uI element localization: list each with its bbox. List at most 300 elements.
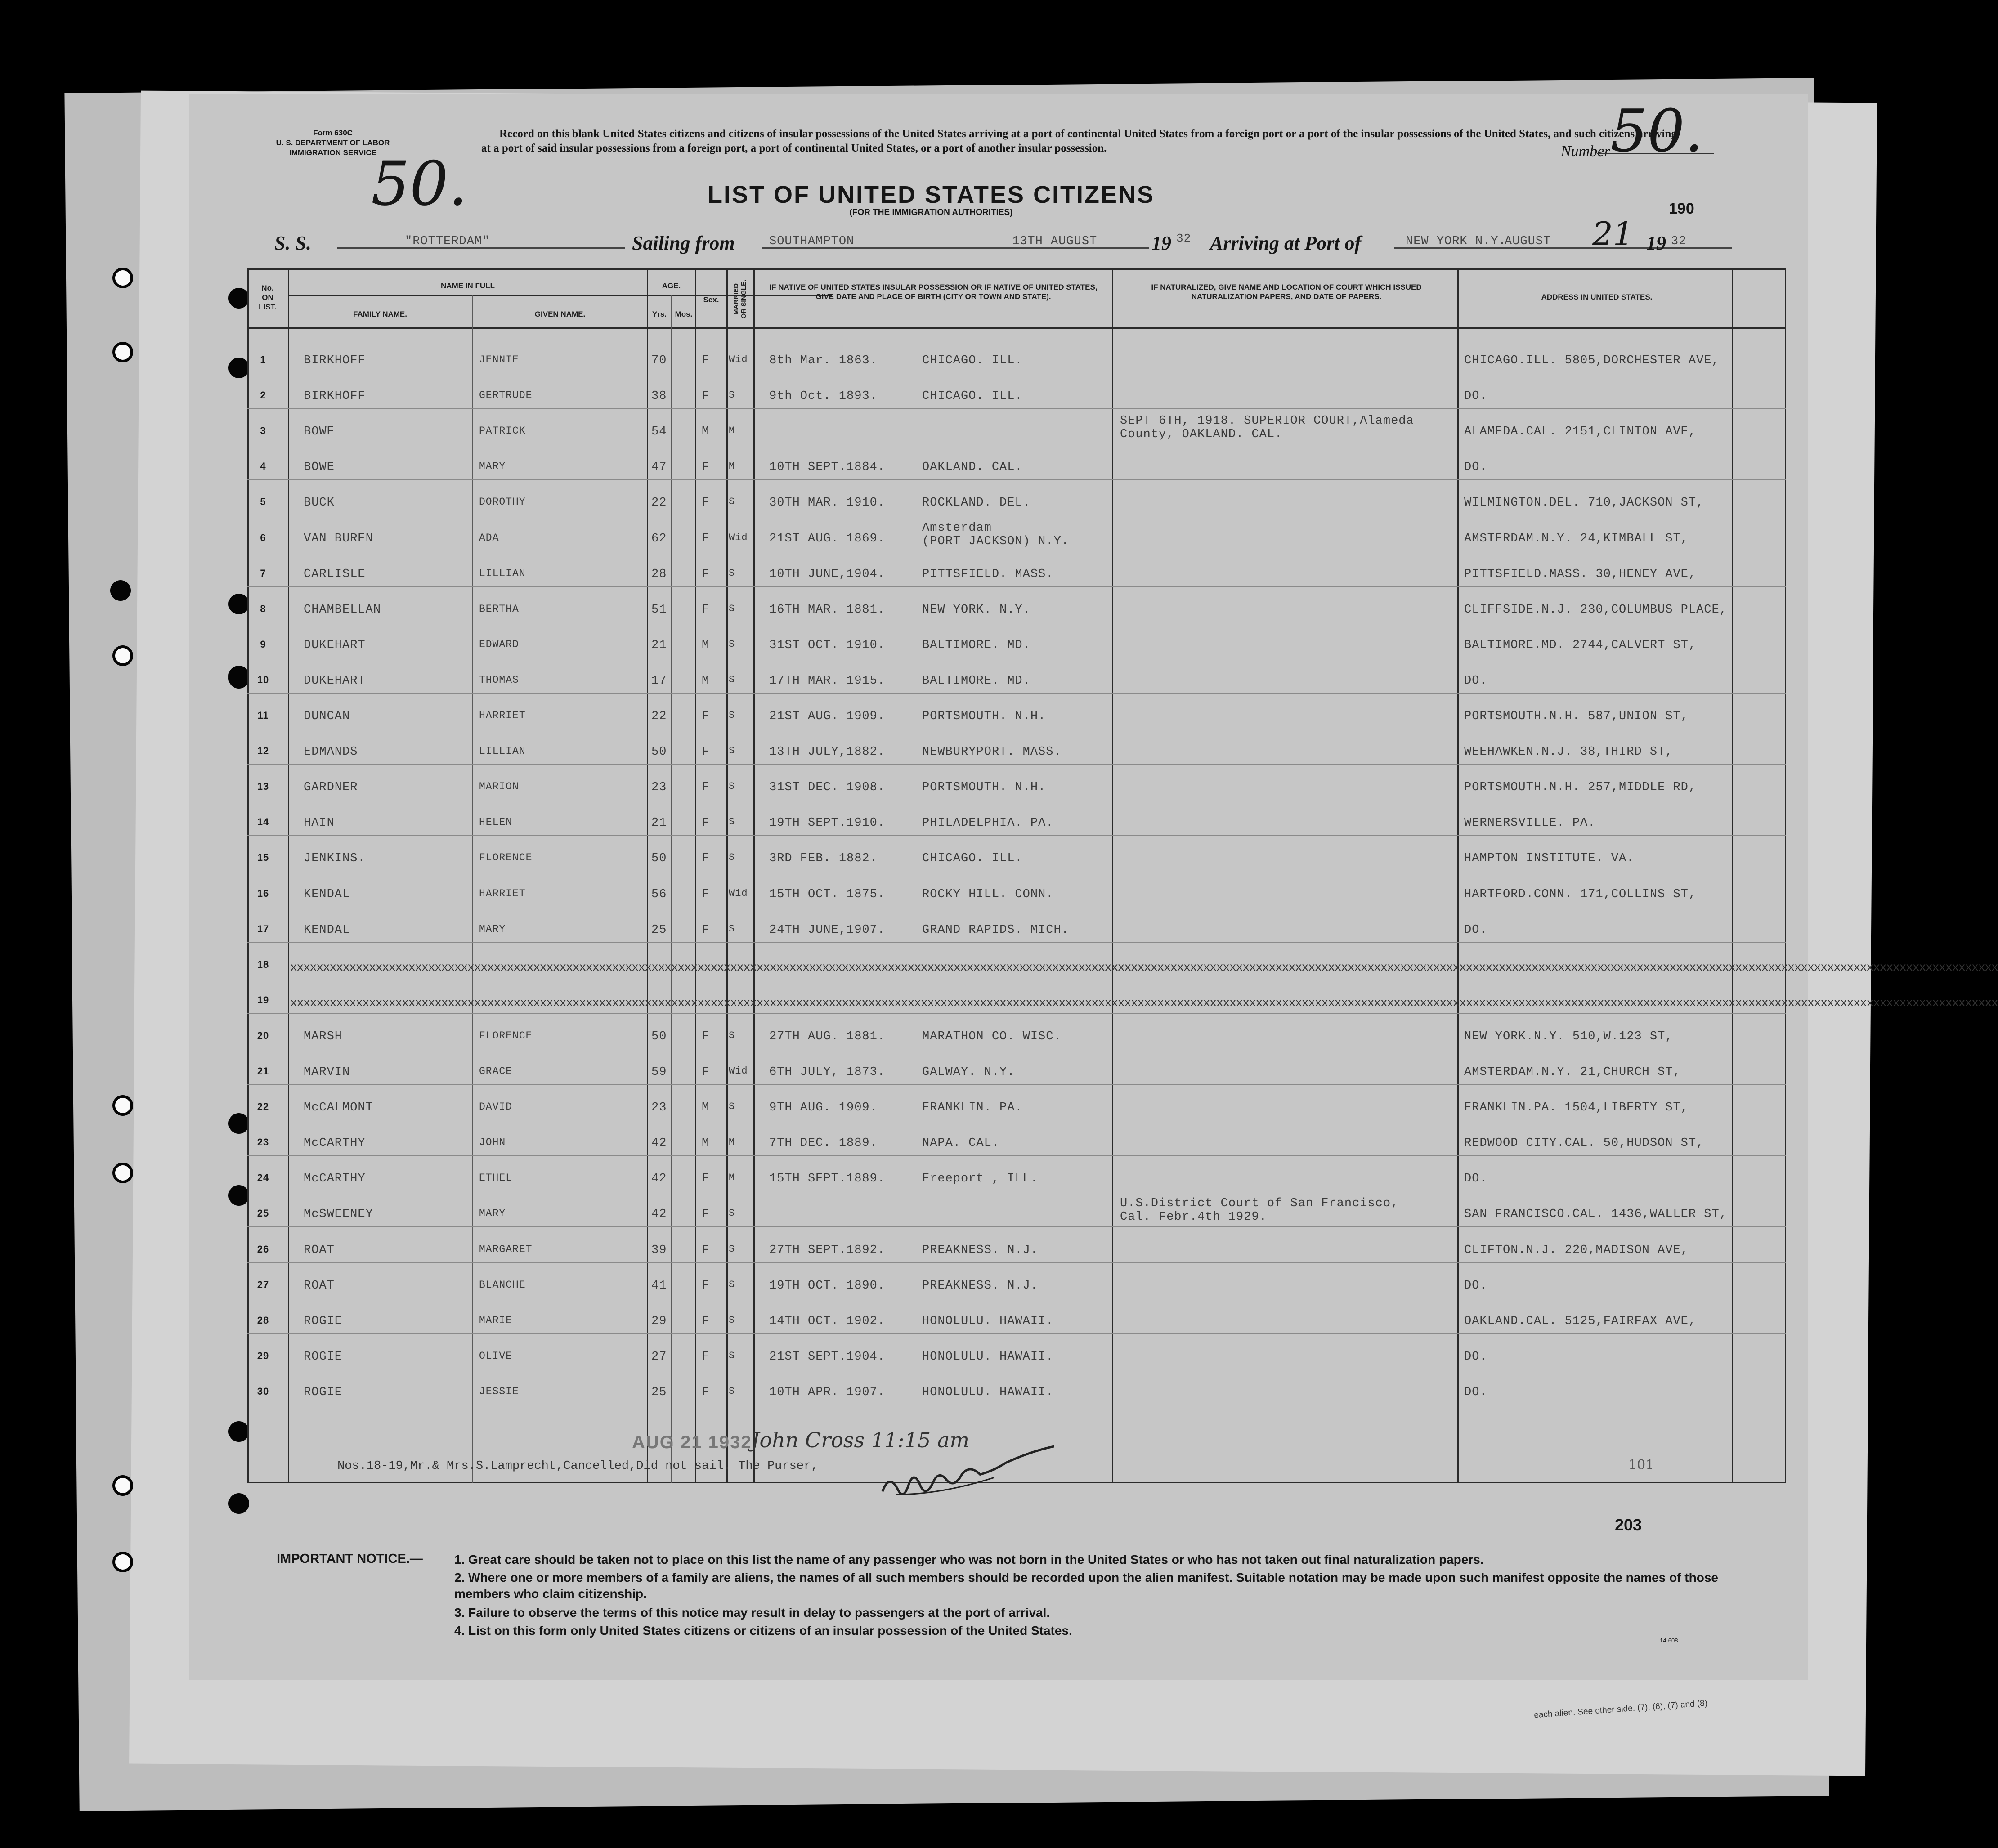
- header-birth: IF NATIVE OF UNITED STATES INSULAR POSSESSION OR IF NATIVE OF UNITED STATES, GIVE DATE AND PLACE OF BIRTH (CITY OR TOWN AND STATE).: [769, 283, 1098, 301]
- cell-sex: F: [702, 532, 710, 546]
- arrival-year: 32: [1671, 235, 1687, 248]
- notice-item-2: 2. Where one or more members of a family are aliens, the names of all such members should be recorded upon the alien manifest. Suitable notation may be made upon such manifest opposite the names of those members who claim citizenship.: [454, 1571, 1718, 1601]
- sailing-from-label: Sailing from: [632, 232, 735, 254]
- underlying-sheet-text: each alien. See other side. (7), (6), (7) and (8): [1533, 1698, 1708, 1720]
- cell-row-number: 10: [257, 674, 269, 685]
- col-line: [1457, 268, 1459, 1483]
- manifest-page: [189, 94, 1998, 1680]
- cell-family-name: BOWE: [304, 461, 335, 474]
- cell-marital-status: Wid: [729, 532, 748, 543]
- cell-family-name: BIRKHOFF: [304, 354, 366, 367]
- cell-row-number: 12: [257, 745, 269, 756]
- cell-birth-date: 21ST AUG. 1909.: [769, 710, 886, 723]
- cell-address: REDWOOD CITY.CAL. 50,HUDSON ST,: [1464, 1137, 1704, 1150]
- cell-address: WEEHAWKEN.N.J. 38,THIRD ST,: [1464, 745, 1673, 759]
- cell-family-name: DUKEHART: [304, 639, 366, 652]
- cell-sex: F: [702, 852, 710, 865]
- cell-age: 39: [651, 1244, 667, 1257]
- cell-sex: F: [702, 923, 710, 937]
- header-sex: Sex.: [703, 295, 719, 304]
- col-line: [288, 268, 289, 1483]
- cell-birth-place: OAKLAND. CAL.: [922, 461, 1023, 474]
- cell-birth-place: NAPA. CAL.: [922, 1137, 1000, 1150]
- cell-age: 50: [651, 852, 667, 865]
- punch-hole: [228, 358, 249, 378]
- header-age: AGE.: [662, 282, 681, 290]
- cell-birth-place: Amsterdam (PORT JACKSON) N.Y.: [922, 521, 1069, 548]
- cell-row-number: 27: [257, 1279, 269, 1290]
- cell-birth-place: HONOLULU. HAWAII.: [922, 1315, 1054, 1328]
- cell-age: 50: [651, 745, 667, 759]
- cell-age: 25: [651, 1386, 667, 1399]
- cell-address: DO.: [1464, 1386, 1487, 1399]
- cell-row-number: 29: [257, 1350, 269, 1361]
- punch-hole: [228, 1421, 249, 1442]
- ship-name: "ROTTERDAM": [405, 235, 490, 248]
- cell-row-number: 15: [257, 852, 269, 863]
- cell-marital-status: M: [729, 1137, 735, 1148]
- cell-row-number: 7: [260, 568, 266, 579]
- header-given-name: GIVEN NAME.: [534, 310, 586, 318]
- cell-family-name: JENKINS.: [304, 852, 366, 865]
- cell-given-name: HELEN: [479, 816, 513, 828]
- cell-address: PORTSMOUTH.N.H. 257,MIDDLE RD,: [1464, 781, 1697, 794]
- cell-address: AMSTERDAM.N.Y. 24,KIMBALL ST,: [1464, 532, 1689, 546]
- cell-row-number: 1: [260, 354, 266, 365]
- arriving-label: Arriving at Port of: [1210, 232, 1362, 254]
- cell-age: 70: [651, 354, 667, 367]
- table-top-border: [247, 268, 1786, 270]
- cell-age: 50: [651, 1030, 667, 1043]
- cell-sex: F: [702, 781, 710, 794]
- cell-family-name: DUKEHART: [304, 674, 366, 688]
- notice-label: IMPORTANT NOTICE.—: [277, 1552, 423, 1566]
- notice-item-1: 1. Great care should be taken not to place on this list the name of any passenger who was not born in the United States or who has not taken out final naturalization papers.: [454, 1553, 1484, 1566]
- cell-age: 42: [651, 1137, 667, 1150]
- cell-family-name: ROGIE: [304, 1315, 343, 1328]
- cell-family-name: EDMANDS: [304, 745, 358, 759]
- cell-sex: F: [702, 354, 710, 367]
- cell-given-name: MARY: [479, 923, 506, 935]
- cell-given-name: JENNIE: [479, 354, 519, 366]
- cell-family-name: McCALMONT: [304, 1101, 373, 1114]
- cell-row-number: 4: [260, 461, 266, 472]
- cell-age: 38: [651, 389, 667, 403]
- header-family-name: FAMILY NAME.: [353, 310, 407, 318]
- cell-birth-place: BALTIMORE. MD.: [922, 639, 1030, 652]
- cell-given-name: MARION: [479, 781, 519, 792]
- cell-birth-date: 15TH SEPT.1889.: [769, 1172, 886, 1186]
- cell-marital-status: S: [729, 1386, 735, 1397]
- header-age-yrs: Yrs.: [652, 310, 667, 318]
- cell-birth-date: 9TH AUG. 1909.: [769, 1101, 878, 1114]
- header-naturalized: IF NATURALIZED, GIVE NAME AND LOCATION OF COURT WHICH ISSUED NATURALIZATION PAPERS, AND DATE OF PAPERS.: [1151, 283, 1422, 301]
- cell-marital-status: M: [729, 461, 735, 472]
- cell-family-name: MARSH: [304, 1030, 343, 1043]
- cell-age: 62: [651, 532, 667, 546]
- cell-birth-date: 21ST SEPT.1904.: [769, 1350, 886, 1364]
- cell-given-name: BLANCHE: [479, 1279, 526, 1291]
- cell-given-name: OLIVE: [479, 1350, 513, 1362]
- cell-row-number: 30: [257, 1386, 269, 1397]
- cell-birth-place: NEWBURYPORT. MASS.: [922, 745, 1062, 759]
- cell-sex: M: [702, 425, 710, 439]
- cell-sex: M: [702, 639, 710, 652]
- cell-birth-place: GRAND RAPIDS. MICH.: [922, 923, 1069, 937]
- arrival-year-prefix: 19: [1646, 232, 1666, 254]
- cell-naturalization: U.S.District Court of San Francisco, Cal. Febr.4th 1929.: [1120, 1197, 1399, 1224]
- cell-birth-date: 6TH JULY, 1873.: [769, 1065, 886, 1079]
- cell-family-name: CHAMBELLAN: [304, 603, 381, 617]
- cell-birth-place: PORTSMOUTH. N.H.: [922, 710, 1046, 723]
- cell-age: 56: [651, 888, 667, 901]
- cell-age: 23: [651, 781, 667, 794]
- cell-sex: M: [702, 1137, 710, 1150]
- sailing-year: 32: [1176, 232, 1192, 245]
- cell-row-number: 17: [257, 923, 269, 935]
- cell-address: CHICAGO.ILL. 5805,DORCHESTER AVE,: [1464, 354, 1720, 367]
- cell-family-name: ROAT: [304, 1244, 335, 1257]
- cell-address: PITTSFIELD.MASS. 30,HENEY AVE,: [1464, 568, 1697, 581]
- cell-row-number: 5: [260, 496, 266, 507]
- row-rule: [247, 1084, 1786, 1085]
- cell-given-name: MARY: [479, 1208, 506, 1219]
- cell-age: 51: [651, 603, 667, 617]
- cell-birth-date: 3RD FEB. 1882.: [769, 852, 878, 865]
- cell-birth-place: PITTSFIELD. MASS.: [922, 568, 1054, 581]
- cell-birth-date: 7TH DEC. 1889.: [769, 1137, 878, 1150]
- sailing-from-port: SOUTHAMPTON: [769, 235, 855, 248]
- col-line: [695, 268, 696, 1483]
- cell-birth-place: MARATHON CO. WISC.: [922, 1030, 1062, 1043]
- cell-family-name: DUNCAN: [304, 710, 350, 723]
- row-rule: [247, 1333, 1786, 1334]
- cell-age: 27: [651, 1350, 667, 1364]
- punch-hole: [112, 268, 133, 288]
- cell-marital-status: S: [729, 710, 735, 721]
- col-line: [1732, 268, 1733, 1483]
- cell-family-name: KENDAL: [304, 888, 350, 901]
- cell-given-name: FLORENCE: [479, 852, 533, 864]
- cell-sex: F: [702, 461, 710, 474]
- cell-sex: F: [702, 1208, 710, 1221]
- row-rule: [247, 764, 1786, 765]
- cell-marital-status: S: [729, 639, 735, 650]
- cell-given-name: LILLIAN: [479, 745, 526, 757]
- row-rule: [247, 1013, 1786, 1014]
- cell-age: 42: [651, 1208, 667, 1221]
- cell-marital-status: S: [729, 1279, 735, 1290]
- cell-birth-date: 24TH JUNE,1907.: [769, 923, 886, 937]
- cell-birth-place: GALWAY. N.Y.: [922, 1065, 1015, 1079]
- cell-address: NEW YORK.N.Y. 510,W.123 ST,: [1464, 1030, 1673, 1043]
- cell-birth-place: PHILADELPHIA. PA.: [922, 816, 1054, 830]
- handwritten-annotation: John Cross 11:15 am: [751, 1428, 969, 1452]
- cell-given-name: ADA: [479, 532, 499, 544]
- col-line: [726, 268, 728, 1483]
- cell-marital-status: S: [729, 1244, 735, 1255]
- cell-sex: F: [702, 1386, 710, 1399]
- cell-family-name: BOWE: [304, 425, 335, 439]
- cell-sex: F: [702, 816, 710, 830]
- cell-birth-place: NEW YORK. N.Y.: [922, 603, 1030, 617]
- punch-hole: [112, 1095, 133, 1116]
- cell-birth-date: 13TH JULY,1882.: [769, 745, 886, 759]
- cell-birth-date: 10TH SEPT.1884.: [769, 461, 886, 474]
- cell-birth-date: 19TH OCT. 1890.: [769, 1279, 886, 1293]
- col-line: [647, 268, 648, 1483]
- cell-given-name: JESSIE: [479, 1386, 519, 1397]
- date-stamp: AUG 21 1932: [632, 1432, 752, 1452]
- cell-age: 22: [651, 710, 667, 723]
- cell-birth-date: 31ST OCT. 1910.: [769, 639, 886, 652]
- cell-family-name: BIRKHOFF: [304, 389, 366, 403]
- cell-row-number: 21: [257, 1065, 269, 1077]
- row-rule: [247, 835, 1786, 836]
- cell-row-number: 3: [260, 425, 266, 436]
- cell-family-name: MARVIN: [304, 1065, 350, 1079]
- table-header-border: [247, 327, 1786, 329]
- cell-birth-date: 9th Oct. 1893.: [769, 389, 878, 403]
- name-header-divider: [288, 295, 832, 296]
- cell-sex: F: [702, 496, 710, 510]
- cell-marital-status: S: [729, 923, 735, 935]
- punch-hole: [228, 594, 249, 614]
- cell-birth-place: HONOLULU. HAWAII.: [922, 1386, 1054, 1399]
- punch-hole: [112, 1475, 133, 1496]
- cell-age: 29: [651, 1315, 667, 1328]
- cell-marital-status: S: [729, 1101, 735, 1112]
- cell-marital-status: S: [729, 568, 735, 579]
- cell-given-name: HARRIET: [479, 888, 526, 899]
- cell-sex: F: [702, 1244, 710, 1257]
- row-rule: [247, 408, 1786, 409]
- form-code: 14-608: [1660, 1637, 1678, 1644]
- punch-hole: [228, 288, 249, 309]
- cell-row-number: 23: [257, 1137, 269, 1148]
- cell-marital-status: M: [729, 1172, 735, 1183]
- cell-sex: F: [702, 568, 710, 581]
- handwritten-number: 50.: [371, 148, 468, 219]
- cell-age: 28: [651, 568, 667, 581]
- cell-family-name: BUCK: [304, 496, 335, 510]
- cell-birth-place: ROCKLAND. DEL.: [922, 496, 1030, 510]
- cell-marital-status: Wid: [729, 1065, 748, 1077]
- cell-address: WILMINGTON.DEL. 710,JACKSON ST,: [1464, 496, 1704, 510]
- punch-hole: [228, 668, 249, 689]
- cell-sex: F: [702, 888, 710, 901]
- purser-note: Nos.18-19,Mr.& Mrs.S.Lamprecht,Cancelled,Did not sail. The Purser,: [337, 1459, 819, 1473]
- cell-address: DO.: [1464, 1350, 1487, 1364]
- punch-hole: [112, 1552, 133, 1572]
- cell-address: BALTIMORE.MD. 2744,CALVERT ST,: [1464, 639, 1697, 652]
- cell-sex: M: [702, 1101, 710, 1114]
- cell-marital-status: S: [729, 1030, 735, 1041]
- purser-signature: [875, 1445, 1073, 1513]
- cell-age: 42: [651, 1172, 667, 1186]
- cell-sex: F: [702, 1172, 710, 1186]
- row-rule: [247, 1155, 1786, 1156]
- col-line: [671, 295, 672, 1483]
- cell-age: 47: [651, 461, 667, 474]
- cell-address: WERNERSVILLE. PA.: [1464, 816, 1596, 830]
- cell-row-number: 24: [257, 1172, 269, 1183]
- cell-family-name: ROAT: [304, 1279, 335, 1293]
- signature-scribble: [875, 1445, 1072, 1505]
- cell-birth-date: 27TH AUG. 1881.: [769, 1030, 886, 1043]
- cell-birth-place: CHICAGO. ILL.: [922, 852, 1023, 865]
- cell-family-name: McCARTHY: [304, 1137, 366, 1150]
- cell-marital-status: Wid: [729, 354, 748, 365]
- cell-age: 21: [651, 639, 667, 652]
- count-mark: 101: [1628, 1457, 1654, 1473]
- cell-age: 25: [651, 923, 667, 937]
- arrival-month: AUGUST: [1505, 235, 1551, 248]
- cell-birth-place: PORTSMOUTH. N.H.: [922, 781, 1046, 794]
- header-age-mos: Mos.: [675, 310, 693, 318]
- header-name-in-full: NAME IN FULL: [441, 282, 495, 290]
- cell-family-name: KENDAL: [304, 923, 350, 937]
- cell-birth-date: 21ST AUG. 1869.: [769, 532, 886, 546]
- cell-birth-place: FRANKLIN. PA.: [922, 1101, 1023, 1114]
- cell-birth-place: BALTIMORE. MD.: [922, 674, 1030, 688]
- page-reference: 203: [1615, 1516, 1642, 1534]
- cell-sex: F: [702, 1279, 710, 1293]
- cell-birth-date: 16TH MAR. 1881.: [769, 603, 886, 617]
- cell-sex: F: [702, 1350, 710, 1364]
- col-line: [247, 268, 249, 1483]
- arrival-day: 21: [1592, 215, 1634, 253]
- cell-age: 41: [651, 1279, 667, 1293]
- cell-family-name: ROGIE: [304, 1350, 343, 1364]
- cell-row-number: 25: [257, 1208, 269, 1219]
- cell-birth-date: 31ST DEC. 1908.: [769, 781, 886, 794]
- form-identifier: Form 630C U. S. DEPARTMENT OF LABOR IMMIGRATION SERVICE: [276, 129, 390, 157]
- cell-birth-place: CHICAGO. ILL.: [922, 354, 1023, 367]
- cell-marital-status: S: [729, 389, 735, 401]
- ss-label: S. S.: [274, 232, 311, 254]
- cell-row-number: 6: [260, 532, 266, 543]
- punch-hole: [112, 645, 133, 666]
- cell-row-number: 18: [257, 959, 269, 970]
- cell-given-name: MARGARET: [479, 1244, 533, 1255]
- cell-age: 17: [651, 674, 667, 688]
- cell-birth-date: 30TH MAR. 1910.: [769, 496, 886, 510]
- cell-row-number: 26: [257, 1244, 269, 1255]
- cell-marital-status: S: [729, 781, 735, 792]
- cell-given-name: MARIE: [479, 1315, 513, 1326]
- cell-birth-place: Freeport , ILL.: [922, 1172, 1039, 1186]
- cell-given-name: BERTHA: [479, 603, 519, 615]
- cell-marital-status: M: [729, 425, 735, 436]
- year-reference: 190: [1669, 200, 1694, 217]
- punch-hole: [112, 1163, 133, 1183]
- cell-address: CLIFFSIDE.N.J. 230,COLUMBUS PLACE,: [1464, 603, 1727, 617]
- cell-naturalization: SEPT 6TH, 1918. SUPERIOR COURT,Alameda County, OAKLAND. CAL.: [1120, 414, 1414, 441]
- cell-birth-date: 10TH APR. 1907.: [769, 1386, 886, 1399]
- cell-marital-status: S: [729, 1315, 735, 1326]
- cell-marital-status: S: [729, 603, 735, 614]
- cancelled-row-strike: xxxxxxxxxxxxxxxxxxxxxxxxxxxxxxxxxxxxxxxxxxxxxxxxxxxxxxxxxxxxxxxxxxxxxxxxxxxxxxxxxxxxxxxxxxxxxxxxxxxxxxxxxxxxxxxxxxxxxxxxxxxxxxxxxxxxxxxxxxxxxxxxxxxxxxxxxxxxxxxxxxxxxxxxxxxxxxxxxxxxxxxxxxxxxxxxxxxxxxxxxxxxxxxxxxxxxxxxxxxxxxxxxxxxxxxxxxxxxxxxxxxxxxxxxxxxxxxxxxxx: [290, 961, 1998, 974]
- cell-given-name: GRACE: [479, 1065, 513, 1077]
- document-title: LIST OF UNITED STATES CITIZENS: [708, 181, 1155, 208]
- cell-marital-status: S: [729, 496, 735, 507]
- cell-address: DO.: [1464, 674, 1487, 688]
- cell-row-number: 28: [257, 1315, 269, 1326]
- cell-address: PORTSMOUTH.N.H. 587,UNION ST,: [1464, 710, 1689, 723]
- cell-age: 59: [651, 1065, 667, 1079]
- punch-hole: [228, 1113, 249, 1134]
- cell-address: ALAMEDA.CAL. 2151,CLINTON AVE,: [1464, 425, 1697, 439]
- cell-sex: F: [702, 745, 710, 759]
- cell-birth-date: 17TH MAR. 1915.: [769, 674, 886, 688]
- cell-family-name: VAN BUREN: [304, 532, 373, 546]
- cell-marital-status: S: [729, 745, 735, 756]
- cell-birth-place: PREAKNESS. N.J.: [922, 1279, 1039, 1293]
- col-line: [472, 295, 473, 1483]
- cell-birth-place: PREAKNESS. N.J.: [922, 1244, 1039, 1257]
- cell-birth-date: 14TH OCT. 1902.: [769, 1315, 886, 1328]
- cell-marital-status: S: [729, 1350, 735, 1361]
- cell-address: SAN FRANCISCO.CAL. 1436,WALLER ST,: [1464, 1208, 1727, 1221]
- cell-birth-date: 10TH JUNE,1904.: [769, 568, 886, 581]
- punch-hole: [228, 1185, 249, 1206]
- cell-birth-place: ROCKY HILL. CONN.: [922, 888, 1054, 901]
- cell-given-name: ETHEL: [479, 1172, 513, 1184]
- cell-address: DO.: [1464, 1279, 1487, 1293]
- cell-given-name: LILLIAN: [479, 568, 526, 579]
- cell-birth-place: HONOLULU. HAWAII.: [922, 1350, 1054, 1364]
- cell-marital-status: S: [729, 852, 735, 863]
- cell-given-name: DAVID: [479, 1101, 513, 1113]
- number-label: Number: [1561, 143, 1610, 160]
- cell-family-name: GARDNER: [304, 781, 358, 794]
- notice-item-3: 3. Failure to observe the terms of this notice may result in delay to passengers at the port of arrival.: [454, 1606, 1050, 1620]
- col-line: [753, 268, 755, 1483]
- cell-sex: F: [702, 603, 710, 617]
- cell-family-name: McCARTHY: [304, 1172, 366, 1186]
- col-line: [1785, 268, 1786, 1483]
- cell-address: CLIFTON.N.J. 220,MADISON AVE,: [1464, 1244, 1689, 1257]
- cell-age: 21: [651, 816, 667, 830]
- row-rule: [247, 942, 1786, 943]
- cell-family-name: HAIN: [304, 816, 335, 830]
- cell-sex: F: [702, 710, 710, 723]
- cell-given-name: MARY: [479, 461, 506, 472]
- cell-row-number: 9: [260, 639, 266, 650]
- cell-birth-place: CHICAGO. ILL.: [922, 389, 1023, 403]
- cell-birth-date: 27TH SEPT.1892.: [769, 1244, 886, 1257]
- row-rule: [247, 1262, 1786, 1263]
- row-rule: [247, 693, 1786, 694]
- cell-row-number: 20: [257, 1030, 269, 1041]
- cell-row-number: 2: [260, 389, 266, 401]
- cell-birth-date: 8th Mar. 1863.: [769, 354, 878, 367]
- cell-row-number: 22: [257, 1101, 269, 1112]
- cell-row-number: 16: [257, 888, 269, 899]
- cell-birth-date: 15TH OCT. 1875.: [769, 888, 886, 901]
- cell-marital-status: S: [729, 674, 735, 685]
- col-line: [1112, 268, 1113, 1483]
- year-prefix: 19: [1151, 232, 1171, 254]
- punch-hole: [112, 342, 133, 362]
- row-rule: [247, 1226, 1786, 1227]
- cell-address: DO.: [1464, 1172, 1487, 1186]
- cell-given-name: HARRIET: [479, 710, 526, 721]
- cell-given-name: GERTRUDE: [479, 389, 533, 401]
- cell-family-name: McSWEENEY: [304, 1208, 373, 1221]
- cell-given-name: JOHN: [479, 1137, 506, 1148]
